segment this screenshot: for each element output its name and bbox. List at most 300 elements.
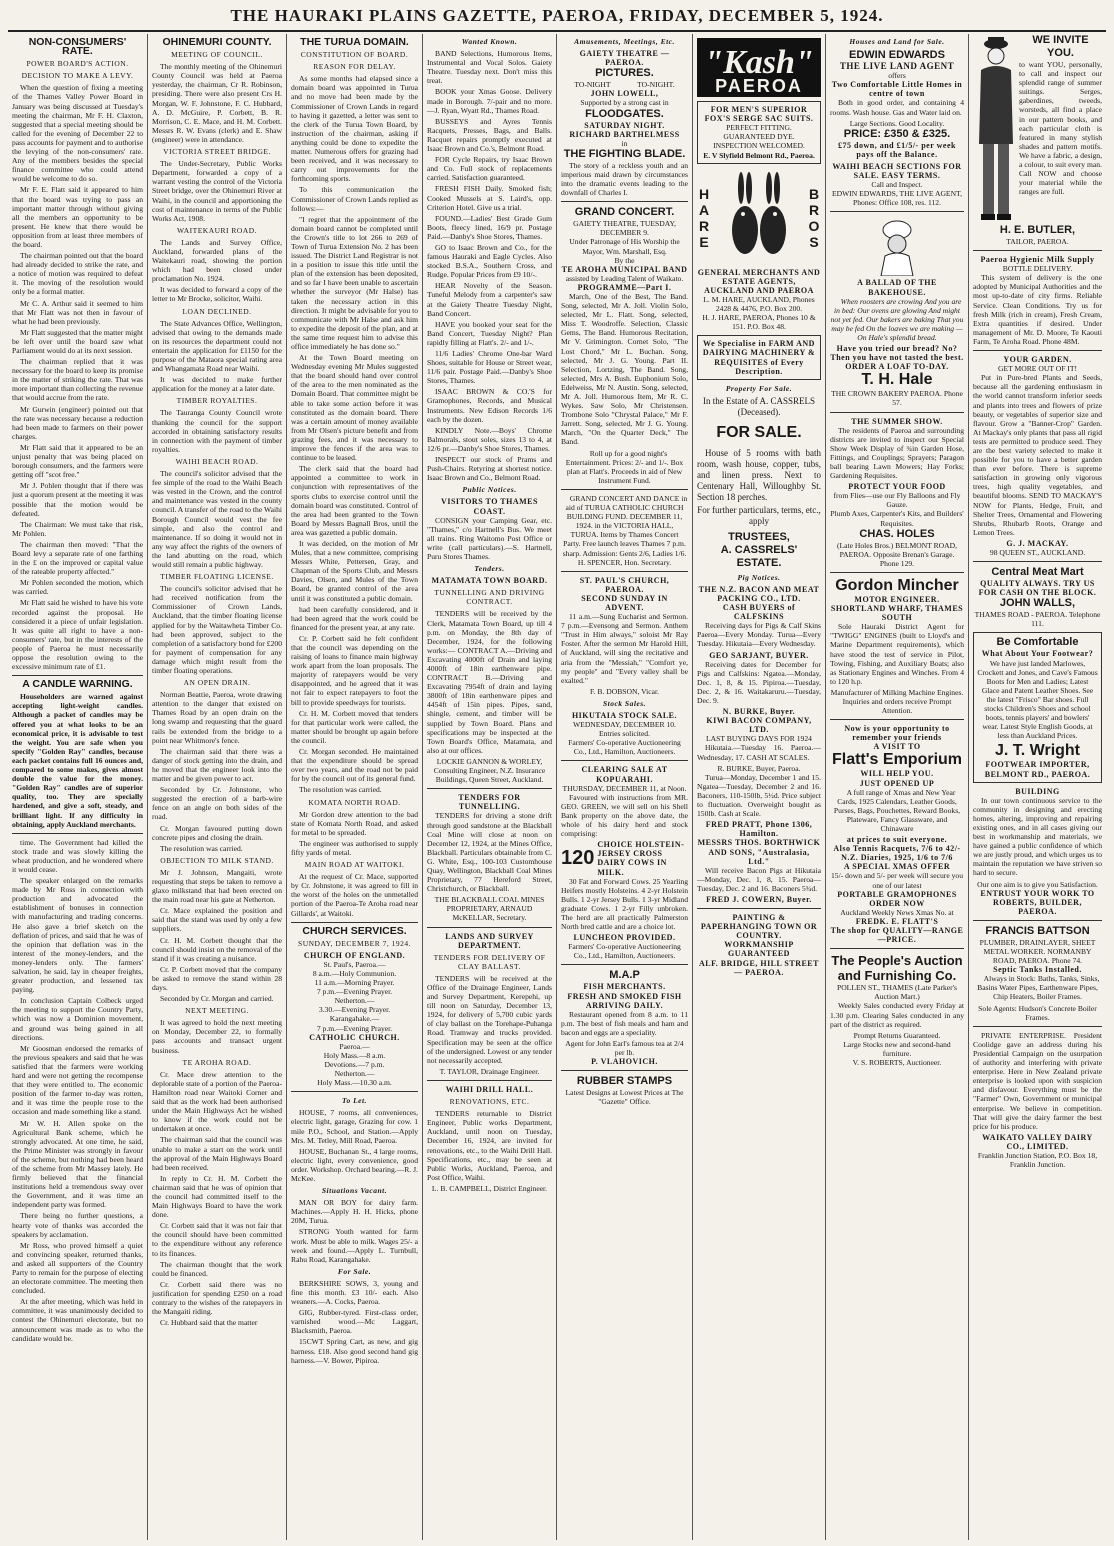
classified-item: 15CWT Spring Cart, as new, and gig harness. £18. Also good second hand gig harness.—V. Bower, Pipiroa. bbox=[291, 1337, 418, 1365]
rubber-stamps-text: Latest Designs at Lowest Prices at The "Gazette" Office. bbox=[565, 1088, 684, 1107]
agent-text: Agent for John Earl's famous tea at 2/4 per lb. bbox=[565, 1039, 684, 1058]
classified-item: BAND Selections, Humorous Items, Instrumental and Vocal Solos. Gaiety Theatre. Tuesday next. Don't miss this treat. bbox=[427, 49, 552, 86]
divider bbox=[561, 201, 688, 202]
divider bbox=[830, 412, 964, 413]
paragraph: CONSIGN your Camping Gear, etc. "Thames," c/o Hartnell's Bus. We meet all trains. Ring Waitomo Post Office or write (call particulars).—S. Hartnell, Puru Stores Thames. bbox=[427, 515, 552, 561]
peoples-auction: The People's Auction and Furnishing Co. bbox=[831, 953, 963, 984]
paragraph: In reply to Cr. H. M. Corbett the chairman said that he was of opinion that the council had committed itself to the Main Highways Board to have the work done. bbox=[152, 1173, 282, 1220]
service-line: 8 a.m.—Holy Communion. bbox=[312, 969, 397, 978]
mackay-name: G. J. MACKAY. bbox=[1006, 538, 1069, 548]
kash-logo: "Kash" bbox=[704, 44, 814, 81]
divider bbox=[561, 489, 688, 490]
classified-item: HOUSE, Buchanan St., 4 large rooms, electric light, every convenience, good order. Workshop. Orchard bearing.—R. J. McKee. bbox=[291, 1146, 418, 1183]
two-homes: Two Comfortable Little Homes in centre of town bbox=[831, 80, 963, 99]
film-title: THE FIGHTING BLADE. bbox=[563, 147, 686, 160]
paragraph: Mr Flatt said he wished to have his vote recorded against the proposal. He considered it a piece of unfair legislation. It was quite all right to have a non-consumers' rate, but in the interests of the people of Paeroa he must necessarily oppose the resolution owing to the excessive minimum rate of £1. bbox=[12, 598, 143, 672]
paragraph: The resolution was carried. bbox=[299, 785, 382, 795]
classified-item: FOR Cycle Repairs, try Isaac Brown and Co. Full stock of replacements carried. Satisfaction guaranteed. bbox=[427, 155, 552, 183]
article-body bbox=[291, 74, 418, 794]
battson-name: FRANCIS BATTSON bbox=[985, 924, 1090, 937]
notice-head: LANDS AND SURVEY DEPARTMENT. bbox=[445, 931, 534, 950]
bridge-sig: ALF. BRIDGE, HILL STREET — PAEROA. bbox=[699, 958, 819, 977]
classified-head: Stock Sales. bbox=[602, 698, 647, 708]
divider bbox=[12, 833, 143, 834]
section-head: VICTORIA STREET BRIDGE. bbox=[163, 147, 271, 157]
signature: L. B. CAMPBELL, District Engineer. bbox=[431, 1183, 548, 1193]
paragraph: Receiving dates for December for Pigs and Calfskins: Ngatea.—Monday, Dec. 1, 8, & 15. Pipiroa.—Tuesday, Dec. 2, & 16. Waitakaruru.—Tuesday, Dec. 9. bbox=[697, 659, 821, 705]
opened-text: JUST OPENED UP bbox=[859, 778, 935, 788]
divider bbox=[973, 350, 1102, 351]
summer-head: THE SUMMER SHOW. bbox=[851, 416, 943, 426]
divider bbox=[291, 1091, 418, 1092]
paragraph: The monthly meeting of the Ohinemuri County Council was held at Paeroa yesterday, the chairman, Cr R. Robinson, presiding. There were also present Crs H. Morgan, W. F. Johnstone, F. C. Hubbard, A. D. McGuire, P. Corbett, B. R. Morrison, C. E. Mace, and H. M. Corbett. Messrs R. W. Evans (clerk) and E. Shaw (engineer) were in attendance. bbox=[152, 62, 282, 144]
estate-text: In the Estate of A. CASSRELS (Deceased). bbox=[703, 395, 815, 417]
flatt-name: FREDK. E. FLATT'S bbox=[855, 916, 939, 926]
paragraph: The clerk said that the board had appointed a committee to work in conjunction with representatives of the sports clubs to exercise control until the domain board was constituted. Control of the area had been granted to the Town Board by Messrs Bagnall Bros, until the area was gazetted a public domain. bbox=[291, 464, 418, 537]
candle-text: Householders are warned against accepting light-weight candles. Although a packet of candles may be offered you at what looks to be an economical price, it is advisable to test the weight. You are safe when you specify "Golden Ray" candles, because each packet contains full 16 ounces and, compared to some makes, gives almost double the value for the money. "Golden Ray" candles are of superior quality, too. They are specially hardened, and give a soft, steady, and brilliant light. If any difficulty in obtaining, apply Auckland merchants. bbox=[12, 692, 143, 829]
paragraph: A full range of Xmas and New Year Cards, 1925 Calendars, Leather Goods, Purses, Bags, Pouchettes, Reward Books, Plateware, Fancy Glassware, and Chinaware bbox=[833, 787, 961, 833]
help-text: WILL HELP YOU. bbox=[860, 769, 934, 779]
paragraph: The Tauranga County Council wrote thanking the council for the support accorded in obtaining satisfactory results in connection with the payment of timber royalties. bbox=[152, 408, 282, 454]
programme-text: March, One of the Best, The Band. Song, selected, Mr A. Joll. Violin Solo, selected, Mr L. Flatt. Song, selected, Miss T. Woodroffe. Selection, Classic Gems, The Band. Humorous Recitation, Mr V. Grimington. Cornet Solo, "The Lost Chord," Mr L. Buchan. Song, selected, Mr J. G. Young. Part II. Selection, Lortzing, The Band. Song, selected, Mrs A. Bush. Euphonium Solo, Edelweiss, Mr N. Austin. Song, selected, Mr A. Joll. Humorous Item, Mr R. C. Wykes. Saw Solo, Mr Christensen. Trombone Solo "Chrystal Palace," Mr F. Jarrett. Song, selected, Mr J. G. Young. March, "On the Quarter Deck," The Band. bbox=[561, 291, 688, 447]
divider bbox=[427, 1080, 552, 1081]
classified-head: Tenders. bbox=[474, 564, 505, 574]
classified-item: STRONG Youth wanted for farm work. Must be able to milk. Wages 25/- a week and found.—Apply L. Turnbull, Rahu Road, Karangahake. bbox=[291, 1227, 418, 1264]
rubber-stamps-head: RUBBER STAMPS bbox=[576, 1075, 673, 1088]
further-text: For further particulars, terms, etc., apply bbox=[697, 504, 821, 526]
signature: F. B. DOBSON, Vicar. bbox=[589, 686, 660, 696]
holes-name: CHAS. HOLES bbox=[859, 527, 935, 540]
article-subhead: REASON FOR DELAY. bbox=[313, 62, 396, 72]
classified-head: Pig Notices. bbox=[737, 572, 781, 582]
paragraph: Always in Stock: Baths, Tanks, Sinks, Basins Water Pipes, Earthenware Pipes, Chip Heaters, Boiler Frames. bbox=[977, 974, 1100, 1002]
prompt-text: Prompt Returns Guaranteed. bbox=[853, 1030, 941, 1040]
invite-head: WE INVITE YOU. bbox=[1032, 34, 1089, 59]
paragraph: Mr Flatt said that it appeared to be an unjust penalty that was being placed on borough consumers, and the farmers were getting off "scot free." bbox=[12, 442, 143, 480]
service-line: 7 p.m.—Evening Prayer. bbox=[316, 987, 393, 997]
shop-text: The shop for QUALITY—RANGE—PRICE. bbox=[830, 926, 964, 945]
paragraph: The chairman pointed out that the board had already decided to strike the rate, and a notice of motion was required to defeat it. The moving of the resolution would only be a formal matter. bbox=[12, 251, 143, 297]
paragraph: Mr J. Johnson, Mangaiti, wrote requesting that steps be taken to remove a glaxo milkstand that had been erected on the main road near his gate at Netherton. bbox=[152, 867, 282, 905]
inquiries-text: Inquiries and orders receive Prompt Attention. bbox=[842, 696, 952, 716]
ballad-text: When roosters are crowing And you are in bed: Our ovens are glowing And might not yet fed. Our bakers are baking That you may be fed On the loaves we are making —On Hale's splendid bread. bbox=[830, 296, 964, 342]
garden-head: YOUR GARDEN. bbox=[1003, 355, 1072, 365]
paragraph: Cr. Corbett said there was no justification for spending £250 on a road contrary to the wishes of the ratepayers in the Mangaiti riding. bbox=[152, 1279, 282, 1317]
church-name: CATHOLIC CHURCH. bbox=[309, 1032, 400, 1042]
classified-item: HAVE you booked your seat for the Band Concert, Tuesday Night? Plan rapidly filling at Flatt's. 2/- and 1/-. bbox=[427, 319, 552, 347]
paragraph: "I regret that the appointment of the domain board cannot be completed until the Crown's title to lot 266 to 269 of Town of Turua Extension No. 2 has been issued. The District Land Registrar is not in a position to issue this title until the plan of the extension has been deposited, and so far I have been unable to ascertain whether the surveyor (Mr Halse) has taken the necessary action in this direction. It might be advisable for you to communicate with Mr Halse and ask him to expedite the deposit of the plan, and at the same time request him to advise this office immediately he has done so." bbox=[291, 214, 418, 351]
mincher-name: Gordon Mincher bbox=[835, 576, 959, 594]
service-line: Karangahake.— bbox=[329, 1014, 380, 1024]
xmas-head: A SPECIAL XMAS OFFER bbox=[843, 862, 951, 872]
paragraph: GRAND CONCERT AND DANCE in aid of TURUA CATHOLIC CHURCH BUILDING FUND. DECEMBER 11, 1924. in the VICTORIA HALL, TURUA. Items by Thames Concert Party. Free launch leaves Thames 7 p.m. sharp. Admission: Gents 2/6, Ladies 1/6. H. SPENCER, Hon. Secretary. bbox=[562, 493, 688, 567]
band-name: TE AROHA MUNICIPAL BAND bbox=[561, 264, 688, 274]
section-head: TIMBER FLOATING LICENSE. bbox=[160, 572, 274, 582]
concert-title: GRAND CONCERT. bbox=[574, 206, 675, 219]
edwards-name: EDWIN EDWARDS bbox=[849, 49, 945, 62]
offers-text: offers bbox=[888, 71, 906, 81]
night-text: SATURDAY NIGHT. bbox=[584, 120, 665, 130]
paragraph: Roll up for a good night's Entertainment. Prices: 2/- and 1/-. Box plan at Flatt's. Proceeds in aid of New Instrument Fund. bbox=[565, 448, 684, 485]
paragraph: The speaker enlarged on the remarks made by Mr Ross in connection with production and advocated the establishment of bonuses in connection with manufacturing and trading concerns. He also gave a brief sketch on the deflation of prices, and said that he was of the opinion that deflation was in the interest of the money-lenders, and the money-lenders only. The farmers' salvation, he said, lay in cheaper freights, greater production, and lessened tax paying. bbox=[12, 876, 143, 995]
hale-address: THE CROWN BAKERY PAEROA. Phone 57. bbox=[831, 389, 963, 408]
paragraph: Cr. H. M. Corbett thought that the council should insist on the removal of the stand if it was creating a nuisance. bbox=[152, 935, 282, 963]
section-head: MAIN ROAD AT WAITOKI. bbox=[304, 860, 405, 870]
call-text: Call and Inspect. bbox=[871, 180, 923, 190]
showtimes bbox=[561, 80, 688, 89]
house-text: House of 5 rooms with bath room, wash house, copper, tubs, and linen press. Next to Centenary Hall, Willoughby St. Section 18 perches. bbox=[697, 447, 821, 502]
notice-subhead: TUNNELLING AND DRIVING CONTRACT. bbox=[434, 588, 545, 607]
kiwi-company: KIWI BACON COMPANY, LTD. bbox=[706, 716, 812, 735]
divider bbox=[12, 675, 143, 676]
hare-text: AUCKLAND AND PAEROA bbox=[704, 285, 814, 295]
milk-head: Paeroa Hygienic Milk Supply bbox=[980, 255, 1095, 265]
service-line: 11 a.m.—Morning Prayer. bbox=[314, 978, 395, 988]
masthead-rule bbox=[8, 30, 1106, 32]
paragraph: PRIVATE ENTERPRISE. President Coolidge gave an address during his Presidential Campaign on the usurpation of authority and interfering with private enterprise. Here in New Zealand private enterprise is looked upon with suspicion and disfavour. Everything must be the "Farmer" Own, Government or municipal enterprise. We believe in competition. That will give the dairy farmer the best price for his produce. bbox=[973, 1030, 1102, 1131]
hare-text: L. M. HARE, AUCKLAND, Phones 2428 & 4476, P.O. Box 200. bbox=[703, 294, 815, 314]
milk-sub: BOTTLE DELIVERY. bbox=[1002, 264, 1073, 274]
aim-text: Our one aim is to give you Satisfaction. bbox=[977, 879, 1098, 889]
xmas-text: 15/- down and 5/- per week will secure you one of our latest bbox=[830, 871, 963, 890]
paragraph: The chairman thought that the work could be financed. bbox=[152, 1259, 282, 1278]
church-headline: CHURCH SERVICES. bbox=[302, 924, 407, 937]
showtime: TO-NIGHT bbox=[574, 80, 611, 90]
paragraph: Both in good order, and containing 4 rooms. Wash house. Gas and Water laid on. bbox=[830, 98, 964, 117]
building-head: BUILDING bbox=[1015, 786, 1060, 796]
kash-ad-body bbox=[697, 101, 821, 164]
price-text: PRICE: £350 & £325. bbox=[843, 127, 951, 140]
paragraph: 11 a.m.—Sung Eucharist and Sermon. 7 p.m.—Evensong and Sermon. Anthem "Trust in Him always," soloist Mr Ray Foster. After the sermon Mr Harold Hill, of Auckland, will sing the recitative and aria from the "Messiah," "Comfort ye, my people" and "Every valley shall be exalted." bbox=[561, 612, 688, 685]
paragraph: The story of a reckless youth and an imperious maid drawn by circumstances into the dramatic events leading to the downfall of Charles I. bbox=[561, 160, 688, 198]
church-date: SUNDAY, DECEMBER 7, 1924. bbox=[298, 938, 411, 948]
plumb-text: Plumb Axes, Carpenter's Kits, and Builders' Requisites. bbox=[830, 509, 964, 528]
paragraph: In our town continuous service to the community in designing and erecting homes, altering, improving and repairing existing ones, and in all cases giving our best in workmanship and materials, we have gained a public confidence of which we are justly proud, and which urges us to maintain the reputation we have striven so hard to secure. bbox=[973, 795, 1102, 878]
paragraph: At the after meeting, which was held in committee, it was unanimously decided to contest the Ohinemuri electorate, but no announcement was made as to who the candidate would be. bbox=[12, 1297, 143, 1343]
garden-sub: GET MORE OUT OF IT! bbox=[997, 364, 1078, 374]
paragraph: Restaurant opened from 8 a.m. to 11 p.m. The best of fish meals and ham and bacon and eggs are a speciality. bbox=[561, 1009, 688, 1037]
column-6 bbox=[693, 34, 825, 1540]
paragraph: Cr. Morgan favoured putting down concrete pipes and closing the drain. bbox=[152, 823, 282, 842]
section-head: LOAN DECLINED. bbox=[182, 306, 252, 316]
paragraph: time. The Government had killed the stock trade and was slowly killing the wheat production, and he wondered where it would cease. bbox=[12, 837, 143, 874]
classified-list bbox=[291, 1279, 418, 1365]
hare-text: HARE bbox=[696, 185, 712, 250]
paragraph: The chairman then moved: "That the Board levy a separate rate of one farthing in the £ on the improved or capital value of the rateable property affected." bbox=[12, 539, 143, 577]
paragraph: It was decided, on the motion of Mr Mules, that a new committee, comprising Messrs White, Pettersen, Gray, and Chapman of the Sports Club, and Messrs Davies, Olsen, and Mules of the Town Board, be granted control of the area until it was constituted a public domain. bbox=[291, 538, 418, 603]
signature: GEO SARJANT, BUYER. bbox=[709, 650, 809, 660]
column-3 bbox=[287, 34, 422, 1540]
article-headline: OHINEMURI COUNTY. bbox=[162, 36, 272, 48]
for-sale-head: FOR SALE. bbox=[716, 423, 802, 441]
classified-head: Property For Sale. bbox=[725, 383, 793, 393]
tailor-text: TAILOR, PAEROA. bbox=[1006, 237, 1069, 246]
article-headline: THE TURUA DOMAIN. bbox=[300, 36, 409, 48]
paragraph: Will receive Bacon Pigs at Hikutaia—Monday, Dec. 1, 8, 15. Paeroa—Tuesday, Dec. 2 and 16. Baconers 5¾d. bbox=[697, 865, 821, 893]
divider bbox=[973, 1026, 1102, 1027]
classified-item: FOUND.—Ladies' Best Grade Gum Boots, fleecy lined, 16/9 pr. Postage Paid.—Danby's Shoe Stores, Thames. bbox=[427, 213, 552, 241]
classified-item: BOOK your Xmas Goose. Delivery made in Borough. 7/-pair and no more.—J. Ryan, Wyatt Rd., Thames Road. bbox=[427, 87, 552, 115]
section-head: TIMBER ROYALTIES. bbox=[176, 396, 258, 406]
signature: FRED PRATT, Phone 1306, Hamilton. bbox=[705, 820, 813, 839]
paragraph: The resolution was carried. bbox=[160, 843, 243, 853]
classified-list bbox=[291, 1108, 418, 1183]
article-headline: A CANDLE WARNING. bbox=[22, 678, 133, 691]
paragraph: Cr. Hubbard said that the matter bbox=[160, 1318, 258, 1328]
hudson-text: Sole Agents: Hudson's Concrete Boiler Frames. bbox=[978, 1003, 1097, 1022]
paragraph: Hikutaia.—Tuesday 16. Paeroa.—Wednesday, 17. CASH AT SCALES. bbox=[697, 743, 821, 762]
auctioneer: Farmers' Co-operative Auctioneering Co., Ltd., Hamilton, Auctioneers. bbox=[568, 738, 681, 757]
classified-item: GO to Isaac Brown and Co., for the famous Hauraki and Eagle Cycles. Also stocked B.S.A., Southern Cross, and Rudge. Popular Prices from £9 10/-. bbox=[427, 242, 552, 280]
milking-text: Manufacturer of Milking Machine Engines. bbox=[830, 687, 964, 697]
advent-head: SECOND SUNDAY IN ADVENT. bbox=[581, 593, 668, 612]
tennis-text: Also Tennis Racquets, 7/6 to 42/- N.Z. Diaries, 1925, 1/6 to 7/6 bbox=[833, 844, 961, 863]
classified-item: MAN OR BOY for dairy farm. Machines.—Apply H. H. Hicks, phone 20M, Turua. bbox=[291, 1198, 418, 1226]
paragraph: It was decided to forward a copy of the letter to Mr Brocke, solicitor, Waihi. bbox=[152, 285, 282, 304]
divider bbox=[973, 920, 1102, 921]
kash-text: E. V Slyfield Belmont Rd., Paeroa. bbox=[703, 150, 815, 160]
section-head: WAIHI BEACH ROAD. bbox=[175, 456, 259, 466]
paragraph: Weekly Sales conducted every Friday at 1.30 p.m. Clearing Sales conducted in any part of the district as required. bbox=[830, 1001, 964, 1029]
paragraph: Mr F. E. Flatt said it appeared to him that the board was trying to pass an important matter through without giving all the members an opportunity to be present. He knew that there would be opposition from at least three members of the board. bbox=[12, 185, 143, 249]
divider bbox=[427, 788, 552, 789]
signature: V. S. ROBERTS, Auctioneer. bbox=[852, 1057, 942, 1067]
paragraph: Seconded by Cr. Morgan and carried. bbox=[160, 994, 274, 1004]
classified-head: Wanted Known. bbox=[461, 37, 518, 46]
classified-list bbox=[427, 49, 552, 482]
film-title: FLOODGATES. bbox=[585, 107, 664, 120]
service-line: Netherton.— bbox=[334, 1069, 375, 1079]
section-head: AN OPEN DRAIN. bbox=[183, 678, 251, 688]
service-line: Netherton.— bbox=[334, 996, 375, 1006]
divider bbox=[427, 927, 552, 928]
article-subhead: MEETING OF COUNCIL. bbox=[171, 50, 263, 60]
mackay-address: 98 QUEEN ST., AUCKLAND. bbox=[989, 548, 1086, 557]
divider bbox=[830, 948, 964, 949]
sale-head: HIKUTAIA STOCK SALE. bbox=[571, 711, 678, 720]
paragraph: The council's solicitor advised that the fee simple of the road to the Waihi Beach was vested in the Crown, and the control and maintenance was vested in the county council. A transfer of the road to the Waihi Borough Council would vest the fee simple, and also the control and maintenance. If so doing it would not in any way affect the rights of the owners of the land abutting on the road, which would still remain a public highway. bbox=[152, 469, 282, 569]
service-line: Paeroa.— bbox=[339, 1041, 370, 1051]
kash-ad bbox=[697, 38, 821, 97]
auctioneer: Farmers' Co-operative Auctioneering Co., Ltd., Hamilton, Auctioneers. bbox=[568, 942, 681, 961]
divider bbox=[830, 211, 964, 212]
column-2 bbox=[148, 34, 286, 1540]
classified-item: FRESH FISH Daily. Smoked fish; Cooked Mussels at S. Laird's, opp. Criterion Hotel. Give us a trial. bbox=[427, 184, 552, 212]
large-sections: Large Sections. Good Locality. bbox=[849, 118, 945, 128]
divider bbox=[561, 964, 688, 965]
section-head: KOMATA NORTH ROAD. bbox=[308, 797, 401, 807]
battson-text: PLUMBER, DRAINLAYER, SHEET METAL WORKER. NORMANBY ROAD, PAEROA. Phone 74. bbox=[979, 937, 1096, 966]
cows-count: 120 bbox=[561, 847, 595, 870]
section-head: NEXT MEETING. bbox=[185, 1006, 249, 1016]
article-body bbox=[12, 83, 143, 671]
hale-name: T. H. Hale bbox=[861, 371, 933, 389]
paragraph: TENDERS for driving a stone drift through good sandstone at the Blackball Coal Mine will close at noon on December 12, 1924, at the Mines Office, Blackball. Particulars obtainable from C. G. White, Esq., 100-103 Customhouse Quay, Wellington, Blackball Coal Mines Proprietary, 77 Hereford Street, Christchurch, or Blackball. bbox=[427, 811, 552, 894]
notice-subhead: RENOVATIONS, ETC. bbox=[449, 1097, 530, 1107]
paragraph: Cr. Corbett said that it was not fair that the council should have been committed to the expenditure without any reference to its finances. bbox=[152, 1221, 282, 1258]
meat-mart: Central Meat Mart bbox=[991, 566, 1084, 579]
paragraph: TENDERS will be received by the Clerk, Matamata Town Board, up till 4 p.m. on Monday, the 8th day of December, 1924, for the following works:— CONTRACT A.—Driving and Excavating 4000ft of Drain and laying 4000ft of 18in earthenware pipe. CONTRACT B.—Driving and Excavating 7954ft of drain and laying 3800ft of 18in earthenware pipes and 4454ft of 15in pipes. Pipes, sand, shingle, cement, and timber will be supplied by Town Board. Plans and specifications may be inspected at the Town Board's Office, Matamata, and also at our offices. bbox=[427, 609, 552, 755]
classified-item: GIG, Rubber-tyred. First-class order, varnished wood.—Mc Laggart, Blacksmith, Paeroa. bbox=[291, 1308, 418, 1336]
paragraph: Favoured with instructions from MR. GEO. GREEN, we will sell on his Shell Bank property on the above date, the whole of his dairy herd and stock comprising: bbox=[561, 792, 688, 839]
service-line: Devotions.—7 p.m. bbox=[324, 1059, 385, 1069]
baker-icon bbox=[867, 216, 927, 276]
paragraph: Put in Pure-bred Plants and Seeds, because all the gardening enthusiasm in the world cannot transform inferior seeds and plants into trees and flowers of prize beauty, or vegetables of superior size and flavour. Grow a "Banner-Crop" Garden. At Mackay's only plants that pass all rigid tests are permitted to produce seed. They are the best variety selected to make it possible for you to have a better garden than ever before. There is supreme satisfaction in growing only vigorous trees, high quality vegetables, and beautiful blooms. SEND TO MACKAY'S NOW for Plants, Hedge, Fruit, and Shelter Trees, Ornamental and Flowering Shrubs, Rhubarb Roots, Orange and Lemon Trees. bbox=[973, 373, 1102, 537]
borthwick-company: MESSRS THOS. BORTHWICK AND SONS, "Australasia, Ltd." bbox=[697, 838, 821, 866]
divider bbox=[830, 719, 964, 720]
paragraph: The chairman replied that it was necessary for the board to keep its promise in the matter of striking the rate. That was more important than collecting the revenue that would accrue from the rate. bbox=[12, 357, 143, 403]
down-text: £75 down, and £1/5/- per week pays off the Balance. bbox=[838, 140, 956, 159]
classified-item: 11/6 Ladies' Chrome One-bar Ward Shoes, suitable for House or Street wear, 11/6 pair. Postage Paid.—Danby's Shoe Stores, Thames. bbox=[427, 349, 552, 386]
paragraph: The chairman said that the council was unable to make a start on the work until the approval of the Main Highways Board had been received. bbox=[152, 1135, 282, 1172]
paragraph: It was agreed to hold the next meeting on Monday, December 22, to formally pass accounts and transact urgent business. bbox=[152, 1018, 282, 1055]
paragraph: The Lands and Survey Office, Auckland, forwarded plans of the Waitekauri road, showing the portion which had been closed under proclamation No. 1924. bbox=[152, 237, 282, 284]
paragraph: The State Advances Office, Wellington, advised that owing to the demands made on its resources the department could not entertain the application for £1150 for the purpose of the Mataora special rating area and Whangamata Road near Waihi. bbox=[152, 318, 282, 374]
notice-head: WAIHI DRILL HALL. bbox=[445, 1084, 534, 1094]
now-text: Now is your opportunity to remember your friends bbox=[844, 724, 950, 743]
rabbits-icon bbox=[719, 168, 799, 268]
paragraph: Cr. P. Corbett moved that the company be asked to remove the stand within 28 days. bbox=[152, 964, 282, 992]
wright-name: J. T. Wright bbox=[994, 742, 1081, 760]
paragraph: TENDERS will be received at the Office of the Drainage Engineer, Lands and Survey Department, Kerepehi, up till noon on Saturday, December 13, 1924, for delivery of 5,700 cubic yards of clay ballast on the Torehape-Puhanga Road. Tramway and trucks provided. Specification may be seen at the office of the undersigned. Lowest or any tender not necessarily accepted. bbox=[427, 973, 552, 1065]
programme-head: PROGRAMME—Part I. bbox=[577, 282, 672, 292]
classified-item: INSPECT our stock of Prams and Push-Chairs. Retyring at shortest notice. Isaac Brown and Co., Belmont Road. bbox=[427, 455, 552, 483]
paragraph: Mr W. H. Allen spoke on the Agricultural Bank scheme, which he strongly advocated. At one time, he said, the Prime Minister was strongly in favour of the scheme, but nothing had been heard of the scheme from Mr Massey lately. He firmly believed that the financial institutions held a tremendous sway over the Government, and it was time an independent party was formed. bbox=[12, 1118, 143, 1210]
paragraph: Mr J. Pohlen thought that if there was just a quorum present at the meeting it was possible that the motion would be defeated. bbox=[12, 481, 143, 518]
paragraph: Cr. Mace drew attention to the deplorable state of a portion of the Paeroa-Hamilton road near Waitoki Corner and said that as the work had been authorised under the Main Highways Act he wished to know if the work could not be undertaken at once. bbox=[152, 1069, 282, 1134]
entries-text: Entries solicited. bbox=[598, 729, 651, 739]
walls-name: JOHN WALLS, bbox=[999, 597, 1076, 610]
cows-text: CHOICE HOLSTEIN-JERSEY CROSS DAIRY COWS IN MILK. bbox=[597, 840, 685, 877]
kiwi-sub: LAST BUYING DAYS FOR 1924 bbox=[706, 734, 812, 744]
paragraph: Cr. P. Corbett said he felt confident that the council was depending on the raising of loans to finance main highway work apart from the loan proposals. The majority of ratepayers would be very disappointed, and he agreed that it was not fair to expect ratepayers to foot the bill to provide speedways for tourists. bbox=[291, 633, 418, 707]
specialise-ad: We Specialise in FARM AND DAIRYING MACHINERY & REQUISITES of Every Description. bbox=[697, 335, 821, 379]
classified-head: Situations Vacant. bbox=[321, 1186, 388, 1196]
notice-head: VISITORS TO THAMES COAST. bbox=[441, 497, 538, 516]
paragraph: TENDERS returnable to District Engineer, Public works Department, Auckland, until noon on Tuesday, December 16, 1924, are invited for renovations, etc., to the Waihi Drill Hall. Specifications, etc., may be seen at Public Works, Auckland, Paeroa, and Post Office, Waihi. bbox=[427, 1109, 552, 1182]
hare-text: GENERAL MERCHANTS AND ESTATE AGENTS, bbox=[697, 267, 821, 286]
service-line: Holy Mass.—10.30 a.m. bbox=[317, 1078, 392, 1088]
notice-head: TENDERS FOR TUNNELLING. bbox=[458, 793, 521, 812]
paragraph: As some months had elapsed since a domain board was appointed in Turua and no move had been made by the Commissioner of Crown Lands in regard to having it gazetted, a letter was sent to the clerk of the Turua Town Board, by instruction of the chairman, asking if anything could be done to expedite the matter. Numerous offers for grazing had been received, and it was necessary to carry out improvements for the forthcoming sports. bbox=[291, 74, 418, 184]
pollen-address: POLLEN ST., THAMES (Late Parker's Auction Mart.) bbox=[836, 983, 958, 1002]
butler-name: H. E. BUTLER, bbox=[999, 224, 1076, 236]
divider bbox=[561, 571, 688, 572]
section-head: TE AROHA ROAD. bbox=[182, 1057, 252, 1067]
sale-date: WEDNESDAY, DECEMBER 10. bbox=[573, 720, 676, 730]
column-1 bbox=[8, 34, 147, 1540]
divider bbox=[973, 561, 1102, 562]
stocks-text: Large Stocks new and second-hand furniture. bbox=[843, 1039, 951, 1058]
paragraph: Cr. Mace explained the position and said that the stand was used by only a few suppliers. bbox=[152, 906, 282, 934]
gramo-text: PORTABLE GRAMOPHONES bbox=[837, 889, 957, 899]
notice-head: MATAMATA TOWN BOARD. bbox=[431, 576, 548, 586]
kash-text: PERFECT FITTING. bbox=[726, 123, 792, 133]
divider bbox=[561, 1070, 688, 1071]
comfort-head: Be Comfortable bbox=[996, 636, 1079, 649]
article-body bbox=[12, 838, 143, 1343]
weekly-text: Auckland Weekly News Xmas No. at bbox=[840, 907, 954, 917]
kash-text: GUARANTEED DYE. bbox=[723, 132, 795, 142]
bacon-company: THE N.Z. BACON AND MEAT PACKING CO., LTD. bbox=[698, 584, 820, 603]
paragraph: 30 Fat and Forward Cows. 25 Yearling Heifers mostly Holsteins. 4 2-yr Holstein Bulls. 1 2-yr Jersey Bulls. 1 3-yr Midland graduate Cows. 1 2-yr Filly unbroken. The herd are all practically Palmerston North bred cattle and are a choice lot. bbox=[561, 876, 688, 932]
order-now: ORDER NOW bbox=[869, 898, 925, 908]
classified-item: KINDLY Note.—Boys' Chrome Balmorals, stout soles, sizes 13 to 4, at 12/6 pr.—Danby's Shoe Stores, Thames. bbox=[427, 425, 552, 453]
classified-item: HOUSE, 7 rooms, all conveniences, electric light, garage, Grazing for cow. 1 mile P.O., School, and Station.—Apply Mrs. M. Tetley, Mill Road, Paeroa. bbox=[291, 1108, 418, 1145]
painting-head: PAINTING & PAPERHANGING TOWN OR COUNTRY. bbox=[700, 913, 818, 941]
article-subhead: CONSTITUTION OF BOARD. bbox=[300, 50, 409, 60]
meat-text: QUALITY ALWAYS. TRY US FOR CASH ON THE BLOCK. bbox=[978, 579, 1097, 598]
pictures-head: PICTURES. bbox=[595, 67, 654, 80]
paragraph: Receiving days for Pigs & Calf Skins Paeroa—Every Monday. Turua—Every Tuesday. Hikutaia—Every Wednesday. bbox=[697, 621, 821, 649]
classified-head: To Let. bbox=[342, 1096, 367, 1106]
paragraph: Norman Beattie, Paeroa, wrote drawing attention to the danger that existed on Thames Road by an open drain on the long swamp and requesting that the guard rails be extended from the bridge to a point near Whitmore's fence. bbox=[152, 690, 282, 745]
service-list bbox=[291, 960, 418, 1033]
service-line: 3.30.—Evening Prayer. bbox=[318, 1005, 391, 1015]
live-agent: THE LIVE LAND AGENT bbox=[839, 61, 955, 72]
section-head: WAITEKAURI ROAD. bbox=[176, 225, 258, 235]
classified-item: ISAAC BROWN & CO.'S for Gramophones, Records, and Musical Instruments. New Edison Records 1/6 each by the dozen. bbox=[427, 387, 552, 424]
signature: THE BLACKBALL COAL MINES PROPRIETARY, ARNAUD McKELLAR, Secretary. bbox=[434, 895, 545, 923]
kash-text: INSPECTION WELCOMED. bbox=[713, 141, 805, 151]
kash-text: FOR MEN'S SUPERIOR FOX'S SERGE SAC SUITS. bbox=[704, 105, 814, 124]
paragraph: At the Town Board meeting on Wednesday evening Mr Mules suggested that the board should hand over control of the area to the men nominated as the Domain Board. That committee might be able to take some action before it was constituted as the domain board. There was a certain amount of money available from Mr Olsen's picture benefit and from grazing fees, and it was necessary to improve the fences if the area was to continue to be leased. bbox=[291, 353, 418, 463]
paragraph: Seconded by Cr. Johnstone, who suggested the erection of a barb-wire fence on an angle on both sides of the road. bbox=[152, 785, 282, 822]
mincher-sub: MOTOR ENGINEER. SHORTLAND WHARF, THAMES SOUTH bbox=[830, 594, 964, 623]
classified-item: BUSSEYS and Ayres Tennis Racquets, Presses, Bags, and Balls. Racquet repairs promptly executed at Isaac Brown and Co.'s, Belmont Road. bbox=[427, 116, 552, 154]
bros-text: BROS bbox=[806, 185, 822, 250]
concert-venue: GAIETY THEATRE, TUESDAY, DECEMBER 9. bbox=[573, 219, 676, 238]
article-headline: NON-CONSUMERS' RATE. bbox=[28, 36, 127, 58]
beach-text: WAIHI BEACH SECTIONS FOR SALE. EASY TERMS. bbox=[832, 161, 962, 181]
butler-text-block bbox=[1019, 34, 1102, 224]
trustees-text: TRUSTEES, bbox=[728, 530, 790, 543]
classified-item: BERKSHIRE SOWS, 3, young and fine this month. £3 10/- each. Also weaners.—A. Cocks, Paeroa. bbox=[291, 1278, 418, 1307]
paragraph: Mr C. A. Arthur said it seemed to him that Mr Flatt was not then in favour of what he had been previously. bbox=[12, 298, 143, 326]
septic-text: Septic Tanks Installed. bbox=[993, 965, 1082, 975]
cash-buyers: CASH BUYERS of CALFSKINS bbox=[722, 603, 796, 622]
signature: EDWIN EDWARDS, THE LIVE AGENT, Phones: Office 108, res. 112. bbox=[831, 189, 963, 208]
prices-text: at prices to suit everyone. bbox=[846, 835, 948, 845]
flatt-emporium: Flatt's Emporium bbox=[831, 751, 963, 769]
showtime: TO-NIGHT. bbox=[637, 80, 675, 90]
divider bbox=[291, 922, 418, 923]
hare-text: H. J. HARE, PAEROA, Phones 10 & 151. P.O. Box 48. bbox=[702, 313, 816, 332]
signature: P. VLAHOVICH. bbox=[591, 1057, 658, 1067]
divider bbox=[561, 760, 688, 761]
service-line: 7 p.m.—Evening Prayer. bbox=[316, 1023, 393, 1033]
paragraph: Sole Hauraki District Agent for "TWIGG" ENGINES (built to Lloyd's and Marine Department requirements), which have stood the test of service in Pilot, Towing, Fishing, and Auxiliary Boats; also as Stationary Engines and Winches. From 4 to 120 h.p. bbox=[830, 622, 964, 686]
paragraph: Turua—Monday, December 1 and 15. Ngatea—Tuesday, December 2 and 16. Baconers, 110-150lb, 5½d. Price subject to fluctuation. Overweight bought as 150lb. Cash at Scale. bbox=[697, 772, 821, 819]
workmanship-text: WORKMANSHIP GUARANTEED bbox=[724, 940, 794, 959]
column-7 bbox=[826, 34, 968, 1540]
paragraph: Mr Ross, who proved himself a quiet and convincing speaker, returned thanks, and asked all supporters of the Country Party to remain for the purpose of electing an electorate committee. The meeting then concluded. bbox=[12, 1240, 143, 1296]
section-head: OBJECTION TO MILK STAND. bbox=[160, 855, 274, 865]
church-name: CHURCH OF ENGLAND. bbox=[303, 950, 406, 960]
assisted-text: assisted by Leading Talent of Waikato. bbox=[565, 273, 684, 283]
classified-head: For Sale. bbox=[337, 1266, 372, 1276]
article-subhead: POWER BOARD'S ACTION. bbox=[26, 59, 129, 69]
service-list bbox=[291, 1042, 418, 1087]
wright-address: FOOTWEAR IMPORTER, BELMONT RD., PAEROA. bbox=[984, 760, 1091, 779]
column-8 bbox=[969, 34, 1106, 1540]
classified-item: HEAR Novelty of the Season. Tuneful Melody from a carpenter's saw at the Gaiety Theatre Tuesday Night, Band Concert. bbox=[427, 281, 552, 318]
paragraph: Mr Goosman endorsed the remarks of the previous speakers and said that he was satisfied that the farmers were working hard and were not getting the recompense that they were entitled to. The economic position of the farmer to-day was rotten, and it was time the people rose to the occasion and made something like a stand. bbox=[12, 1043, 143, 1117]
signature: R. BURKE, Buyer, Paeroa. bbox=[717, 763, 801, 773]
sale-date: THURSDAY, DECEMBER 11, at Noon. bbox=[562, 783, 687, 793]
paragraph: The chairman said that there was a danger of stock getting into the drain, and he moved that the engineer look into the matter and be given power to act. bbox=[152, 746, 282, 784]
divider bbox=[830, 572, 964, 573]
